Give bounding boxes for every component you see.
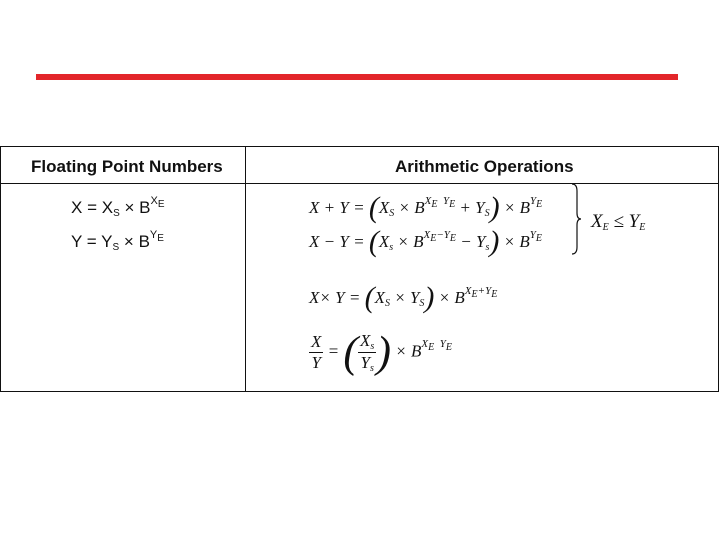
equation-addition: $X + Y = (X_S \times B^{X_E Y_E} + Y_S) \times B^{Y_E}$ [309,191,543,224]
equation-division: $\frac{X}{Y}$ = ( $\frac{X_s}{Y_s}$ ) × $B^{X_E Y_E}$ [311,327,452,377]
fraction-x-over-y: $\frac{X}{Y}$ [311,332,322,372]
equation-multiplication: $X\times Y = (X_S \times Y_S) \times B^{X_E+Y_E}$ [309,281,498,314]
condition-exponent-compare: $X_E \le Y_E$ [591,211,646,233]
header-floating-point-numbers: Floating Point Numbers [31,157,223,176]
formula-table [0,146,719,392]
header-arithmetic-operations: Arithmetic Operations [395,157,574,176]
fraction-xs-over-ys: $\frac{X_s}{Y_s}$ [360,331,375,374]
equation-y-representation: $Y = Y_S \times B^{Y_E}$ [71,229,164,253]
title-divider-bar [36,74,678,80]
equation-subtraction: $X - Y = (X_s \times B^{X_E-Y_E} - Y_s) \times B^{Y_E}$ [309,225,542,258]
equation-x-representation: $X = X_S \times B^{X_E}$ [71,195,165,219]
right-brace-icon [571,183,581,255]
header-divider [1,183,718,184]
